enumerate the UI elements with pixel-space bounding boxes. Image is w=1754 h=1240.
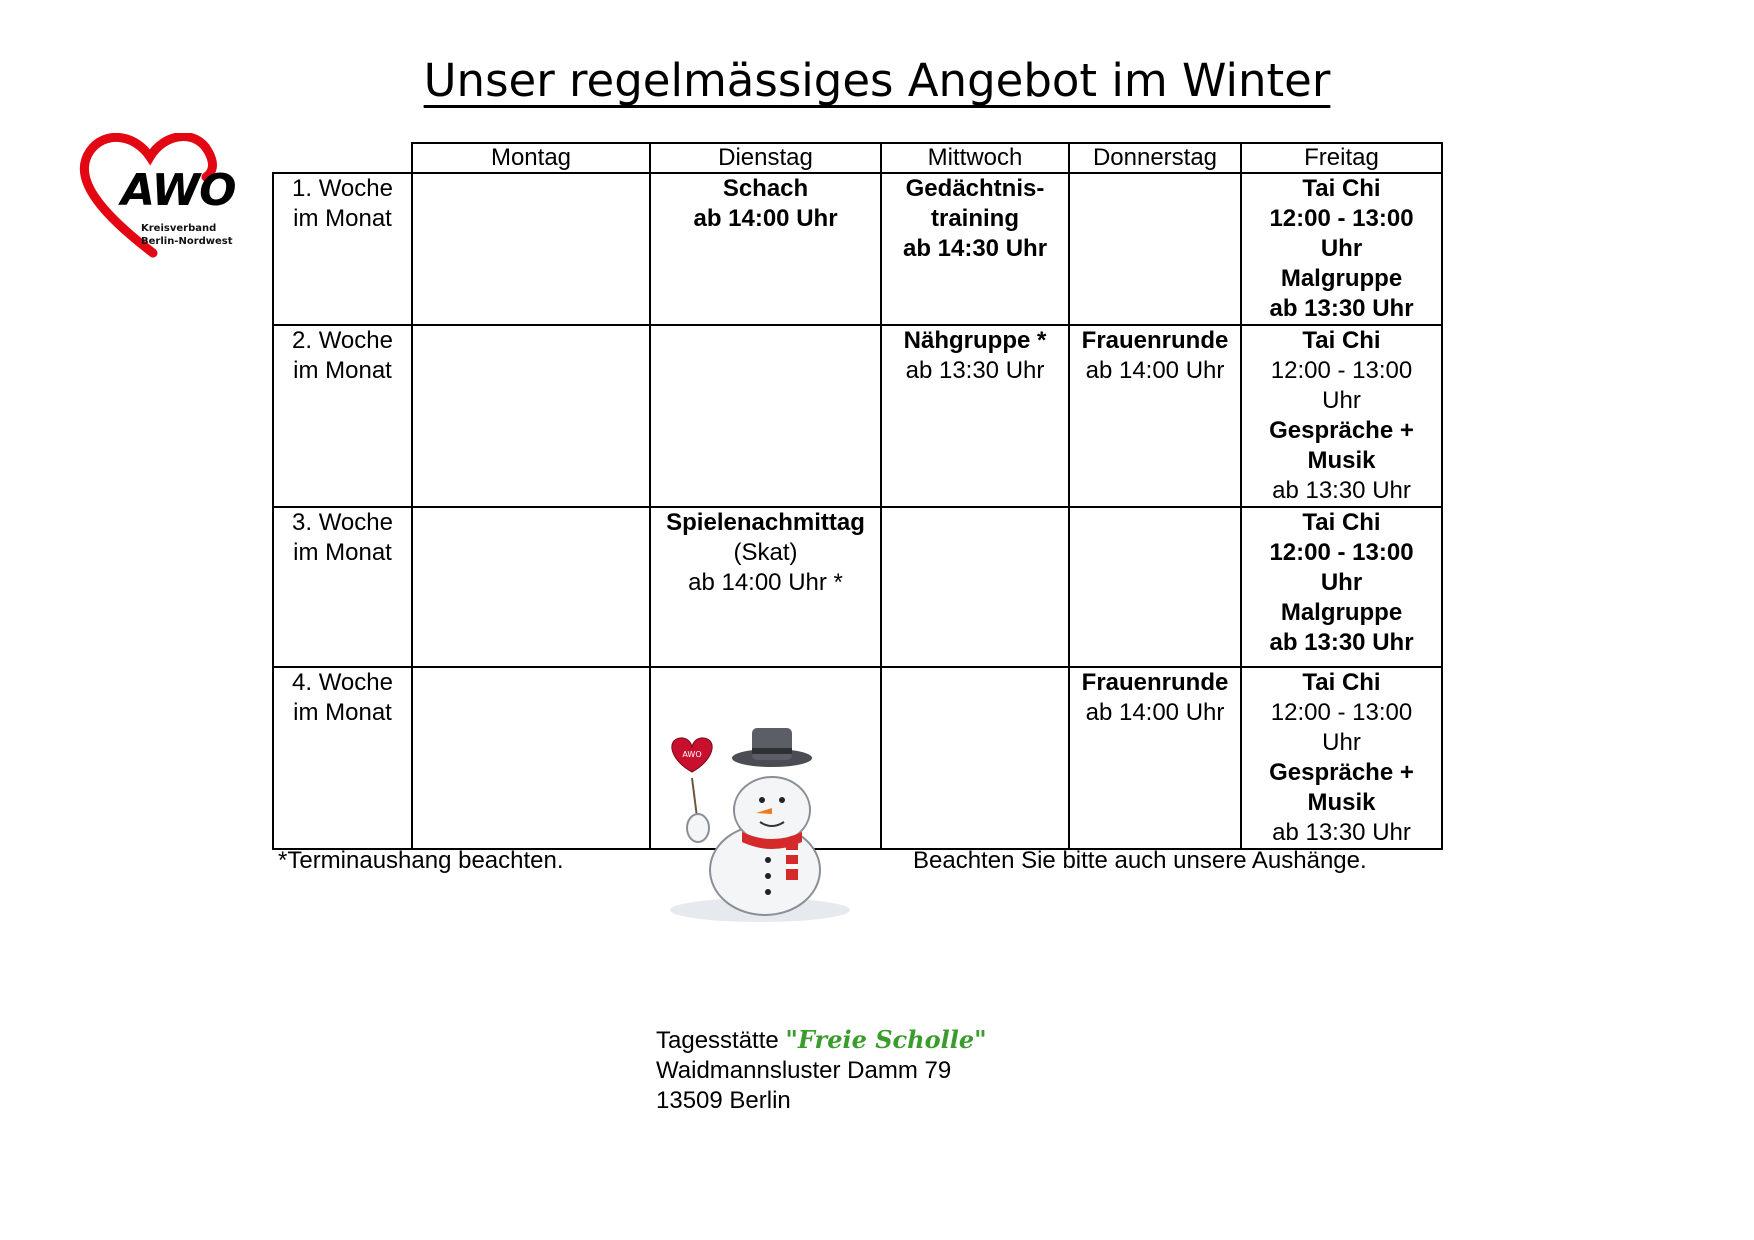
schedule-cell [1241,173,1442,325]
awo-logo [78,133,238,258]
week-label-line: 2. Woche [292,327,393,354]
week-label [273,325,412,507]
activity-line: Tai Chi [1302,175,1381,202]
activity-line: Uhr [1320,569,1363,596]
week-label-line: im Monat [293,699,392,726]
page-title-text: Unser regelmässiges Angebot im Winter [423,54,1331,107]
activity-line: Gespräche + [1269,759,1414,786]
activity-line: ab 14:00 Uhr [693,205,838,232]
week-row [273,325,1442,507]
activity-line: ab 13:30 Uhr [1272,819,1411,846]
activity-line: Musik [1307,447,1376,474]
logo-subtitle-line-1: Kreisverband [141,223,217,234]
address-street: Waidmannsluster Damm 79 [656,1057,952,1084]
schedule-cell [881,507,1069,667]
activity-line: Uhr [1322,387,1361,414]
address-name-line [656,1025,987,1056]
address-place: "Freie Scholle" [785,1025,987,1054]
activity-line: training [931,205,1019,232]
activity-line: Frauenrunde [1081,327,1229,354]
address-prefix: Tagesstätte [656,1027,786,1054]
day-header: Donnerstag [1069,143,1241,173]
week-label-line: 3. Woche [292,509,393,536]
week-label-line: 1. Woche [292,175,393,202]
page-title [0,52,1754,110]
activity-line: Uhr [1322,729,1361,756]
schedule-cell [1241,667,1442,849]
schedule-cell [881,173,1069,325]
schedule-cell [1069,173,1241,325]
week-row [273,173,1442,325]
activity-line: 12:00 - 13:00 [1270,357,1413,384]
activity-line: ab 14:30 Uhr [902,235,1048,262]
schedule-cell [412,507,650,667]
schedule-cell [650,173,881,325]
header-row [273,143,1442,173]
activity-line: Tai Chi [1302,327,1381,354]
activity-line: ab 13:30 Uhr [1272,477,1411,504]
activity-line: Frauenrunde [1081,669,1229,696]
activity-line: ab 13:30 Uhr [905,357,1045,384]
activity-line: 12:00 - 13:00 [1269,539,1414,566]
day-header: Dienstag [650,143,881,173]
header-corner [273,143,412,173]
activity-line: Nähgruppe * [903,327,1047,354]
activity-line: Tai Chi [1302,669,1381,696]
activity-line: Gedächtnis- [905,175,1045,202]
activity-line: Malgruppe [1280,599,1403,626]
logo-wordmark: AWO [121,165,236,216]
schedule-cell [412,667,650,849]
week-label [273,667,412,849]
snowman-sign-text: AWO [682,750,702,759]
day-header: Freitag [1241,143,1442,173]
footnote-asterisk: *Terminaushang beachten. [278,847,564,874]
activity-line: ab 14:00 Uhr [1085,357,1225,384]
activity-line: Tai Chi [1302,509,1381,536]
schedule-cell [412,173,650,325]
schedule-cell [1241,325,1442,507]
schedule-cell [1069,507,1241,667]
activity-line: ab 14:00 Uhr * [688,569,843,596]
activity-line: ab 13:30 Uhr [1269,629,1414,656]
activity-line: Gespräche + [1269,417,1414,444]
activity-line: 12:00 - 13:00 [1269,205,1414,232]
week-label [273,173,412,325]
schedule-cell [881,325,1069,507]
schedule-cell [650,325,881,507]
activity-line: Schach [722,175,809,202]
week-label [273,507,412,667]
snowman-illustration [660,710,860,925]
logo-subtitle [141,222,233,248]
activity-line: ab 14:00 Uhr [1085,699,1225,726]
schedule-cell [1069,325,1241,507]
day-header: Montag [412,143,650,173]
footnote-notices: Beachten Sie bitte auch unsere Aushänge. [913,847,1367,874]
logo-subtitle-line-2: Berlin-Nordwest [141,236,233,247]
week-row [273,507,1442,667]
schedule-cell [1069,667,1241,849]
activity-line: Uhr [1320,235,1363,262]
activity-line: Spielenachmittag [666,509,865,536]
address-city: 13509 Berlin [656,1087,791,1114]
day-header: Mittwoch [881,143,1069,173]
schedule-cell [881,667,1069,849]
week-label-line: 4. Woche [292,669,393,696]
address-block [656,1025,987,1116]
week-label-line: im Monat [293,539,392,566]
activity-line: ab 13:30 Uhr [1269,295,1414,322]
activity-line: (Skat) [733,539,798,566]
week-label-line: im Monat [293,357,392,384]
schedule-cell [412,325,650,507]
schedule-cell [650,507,881,667]
week-label-line: im Monat [293,205,392,232]
activity-line: Malgruppe [1280,265,1403,292]
activity-line: 12:00 - 13:00 [1270,699,1413,726]
activity-line: Musik [1307,789,1376,816]
schedule-cell [1241,507,1442,667]
